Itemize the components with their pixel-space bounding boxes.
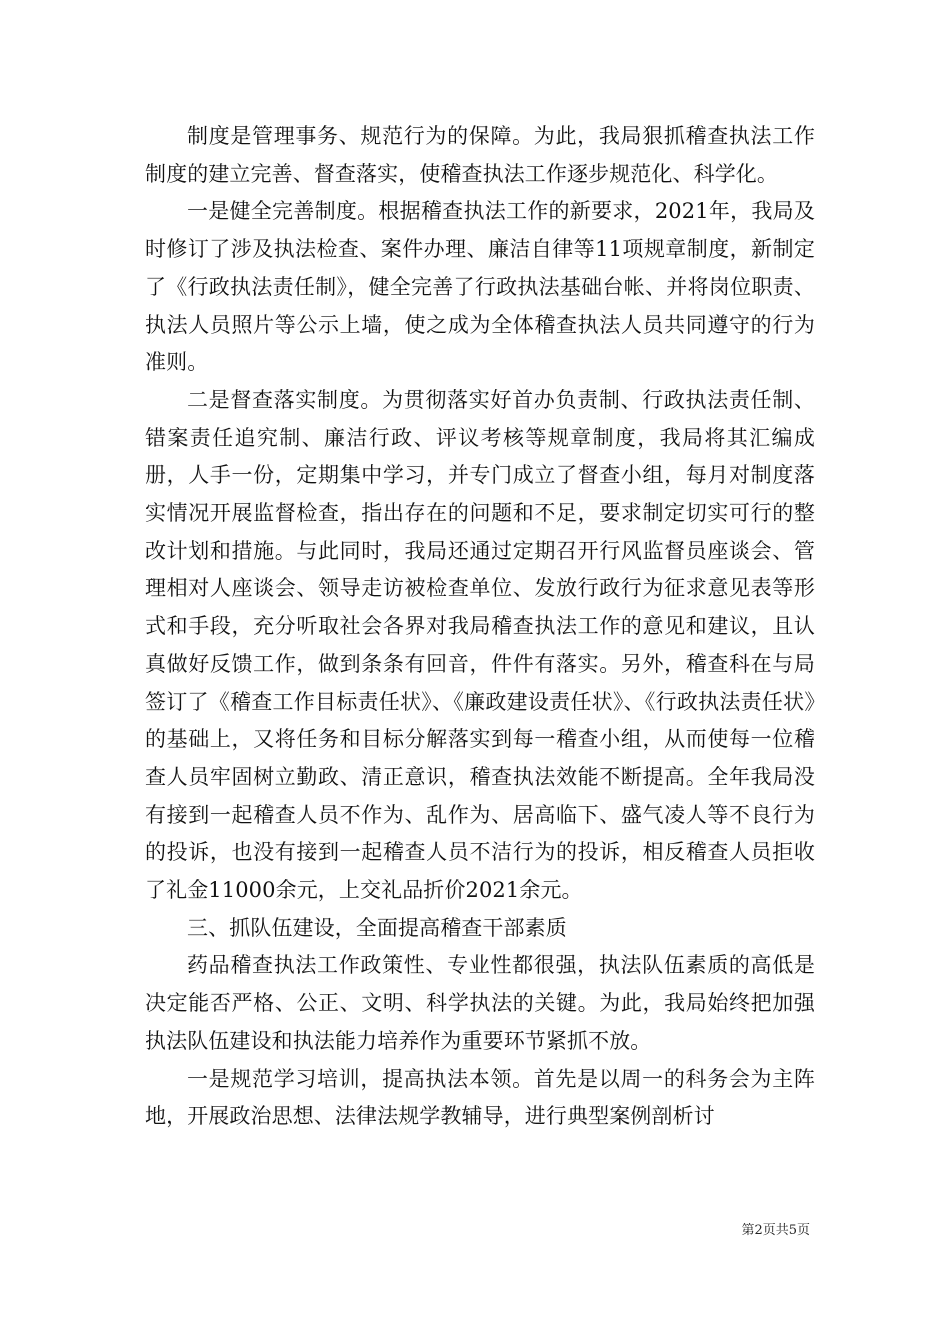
paragraph-supervise-system: 二是督查落实制度。为贯彻落实好首办负责制、行政执法责任制、错案责任追究制、廉洁行政、评议考核等规章制度，我局将其汇编成册，人手一份，定期集中学习，并专门成立了督查小组，每月对制度落实情况开展监督检查，指出存在的问题和不足，要求制定切实可行的整改计划和措施。与此同时，我局还通过定期召开行风监督员座谈会、管理相对人座谈会、领导走访被检查单位、发放行政行为征求意见表等形式和手段，充分听取社会各界对我局稽查执法工作的意见和建议，且认真做好反馈工作，做到条条有回音，件件有落实。另外，稽查科在与局签订了《稽查工作目标责任状》、《廉政建设责任状》、《行政执法责任状》的基础上，又将任务和目标分解落实到每一稽查小组，从而使每一位稽查人员牢固树立勤政、清正意识，稽查执法效能不断提高。全年我局没有接到一起稽查人员不作为、乱作为、居高临下、盛气凌人等不良行为的投诉，也没有接到一起稽查人员不洁行为的投诉，相反稽查人员拒收了礼金11000余元，上交礼品折价2021余元。 <box>145 387 815 903</box>
paragraph-training: 一是规范学习培训，提高执法本领。首先是以周一的科务会为主阵地，开展政治思想、法律法规学教辅导，进行典型案例剖析讨 <box>145 1066 815 1129</box>
paragraph-team-quality: 药品稽查执法工作政策性、专业性都很强，执法队伍素质的高低是决定能否严格、公正、文明、科学执法的关键。为此，我局始终把加强执法队伍建设和执法能力培养作为重要环节紧抓不放。 <box>145 953 815 1053</box>
page-number-footer: 第2页共5页 <box>741 1223 810 1238</box>
paragraph-improve-system: 一是健全完善制度。根据稽查执法工作的新要求，2021年，我局及时修订了涉及执法检查、案件办理、廉洁自律等11项规章制度，新制定了《行政执法责任制》，健全完善了行政执法基础台帐、并将岗位职责、执法人员照片等公示上墙，使之成为全体稽查执法人员共同遵守的行为准则。 <box>145 199 815 375</box>
document-body <box>145 118 815 1136</box>
section-heading-team-building: 三、抓队伍建设，全面提高稽查干部素质 <box>187 915 567 940</box>
paragraph-system-guarantee: 制度是管理事务、规范行为的保障。为此，我局狠抓稽查执法工作制度的建立完善、督查落实，使稽查执法工作逐步规范化、科学化。 <box>145 124 815 186</box>
